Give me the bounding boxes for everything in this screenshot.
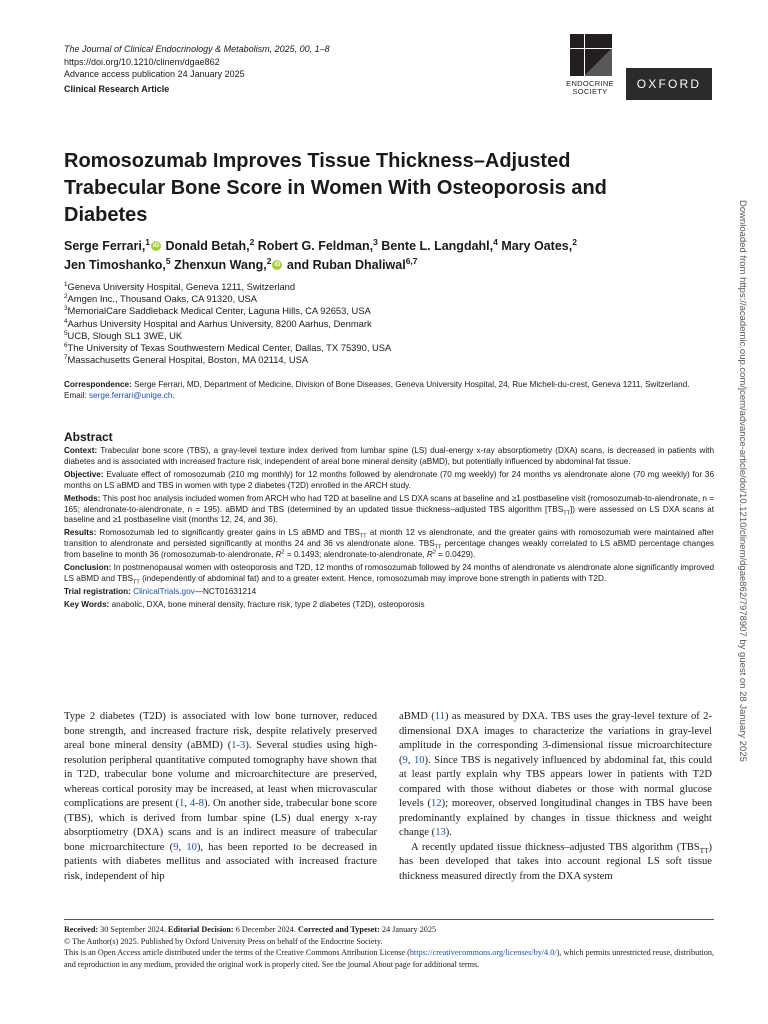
license-link[interactable]: https://creativecommons.org/licenses/by/4.0/	[409, 948, 557, 957]
citation-link[interactable]: 1-3	[231, 740, 246, 751]
article-header	[64, 43, 484, 95]
copyright-line: © The Author(s) 2025. Published by Oxford University Press on behalf of the Endocrine Society.	[64, 936, 383, 946]
affiliation-list	[64, 281, 704, 366]
citation-link[interactable]: 10	[413, 754, 425, 766]
endocrine-society-mark-icon	[570, 34, 612, 76]
author[interactable]: Zhenxun Wang,$^2$ iD	[174, 255, 281, 272]
article-type: Clinical Research Article	[64, 83, 170, 94]
abstract-methods: Methods: This post hoc analysis included women from ARCH who had T2D at baseline and LS DXA scans at baseline and ≥1 postbaseline visit (romosozumab-to-alendronate, n = 165; alendronate-to-alendronate, n = 195). aBMD and TBS (determined by an updated tissue thickness–adjusted TBS algorithm $[TBS_{TT}]$) were assessed on LS DXA scans at baseline and ≥1 postbaseline visit (months 12, 24, and 36).	[64, 493, 714, 525]
abstract-objective: Objective: Evaluate effect of romosozumab (210 mg monthly) for 12 months followed by alendronate (70 mg weekly) for 24 months vs alendronate alone (70 mg weekly) for 36 months on LS aBMD and TBS in women with type 2 diabetes (T2D) enrolled in the ARCH study.	[64, 469, 714, 490]
author[interactable]: Bente L. Langdahl,$^4$	[381, 236, 498, 253]
download-watermark	[734, 200, 754, 1020]
journal-citation: The Journal of Clinical Endocrinology & Metabolism, 2025, 00, 1–8	[64, 44, 330, 54]
author[interactable]: Serge Ferrari,$^1$ iD	[64, 236, 160, 253]
author[interactable]: Robert G. Feldman,$^3$	[257, 236, 378, 253]
citation-link[interactable]: 1	[179, 798, 185, 809]
affiliation: $^4$Aarhus University Hospital and Aarhus University, 8200 Aarhus, Denmark	[64, 317, 372, 329]
body-paragraph: A recently updated tissue thickness–adjusted TBS algorithm $(TBS_{TT})$ has been developed that takes into account regional LS soft tissue thickness measured directly from the DXA system	[399, 841, 712, 882]
citation-link[interactable]: 11	[434, 711, 445, 722]
orcid-icon[interactable]: iD	[274, 261, 281, 268]
abstract-context: Context: Trabecular bone score (TBS), a gray-level texture index derived from lumbar spine (LS) dual-energy x-ray absorptiometry (DXA) scans, is decreased in patients with diabetes and is associated with increased fracture risk, independent of areal bone mineral density (aBMD), but potentially influenced by abdominal fat tissue.	[64, 446, 714, 466]
footer-divider	[64, 919, 714, 920]
clinicaltrials-link[interactable]: ClinicalTrials.gov	[133, 586, 195, 596]
endocrine-society-logo-text: ENDOCRINE SOCIETY	[566, 79, 614, 96]
advance-access-line: Advance access publication 24 January 2025	[64, 69, 245, 79]
citation-link[interactable]: 9	[402, 754, 408, 766]
abstract-conclusion: Conclusion: In postmenopausal women with osteoporosis and T2D, 12 months of romosozumab followed by 24 months of alendronate vs alendronate alone significantly improved LS aBMD and $TBS_{TT}$ (independently of abdominal fat) and to a greater extent. Hence, romosozumab may improve bone strength in patients with T2D.	[64, 563, 714, 586]
keywords: Key Words: anabolic, DXA, bone mineral density, fracture risk, type 2 diabetes (T2D), osteoporosis	[64, 599, 425, 609]
abstract-results: Results: Romosozumab led to significantly greater gains in LS aBMD and $TBS_{TT}$ at month 12 vs alendronate, and the greater gains with romosozumab were maintained after transition to alendronate and persisted significantly at months 24 and 36 vs alendronate alone. $TBS_{TT}$ percentage changes weakly correlated to LS aBMD percentage changes from baseline to month 36 (romosozumab-to-alendronate, $R^2 = 0.1493$; alendronate-to-alendronate, $R^2 = 0.0429$).	[64, 528, 714, 560]
citation-link[interactable]: 12	[431, 798, 442, 809]
dates-line: Received: 30 September 2024. Editorial Decision: 6 December 2024. Corrected and Typeset: 24 January 2025	[64, 925, 437, 934]
author[interactable]: Donald Betah,$^2$	[165, 236, 255, 253]
download-watermark-text: Downloaded from https://academic.oup.com/jcem/advance-article/doi/10.1210/clinem/dgae862/7978907 by guest on 28 January 2025	[737, 200, 748, 762]
abstract-heading: Abstract	[64, 430, 113, 444]
body-paragraph: aBMD (11) as measured by DXA. TBS uses the gray-level texture of 2-dimensional DXA images to characterize the variations in gray-level amplitude in the corresponding 3-dimensional tissue microarchitecture (9, 10). Since TBS is negatively influenced by abdominal fat, this could at least partly explain why TBS appears lower in patients with T2D compared with those without diabetes or those with normal glucose levels (12); moreover, observed longitudinal changes in TBS have been predominantly explained by changes in tissue thickness and weight change (13).	[399, 711, 713, 838]
citation-link[interactable]: 13	[435, 827, 446, 838]
citation-link[interactable]: 4-8	[189, 798, 204, 809]
email-link[interactable]: serge.ferrari@unige.ch	[89, 391, 173, 401]
license-text: This is an Open Access article distributed under the terms of the Creative Commons Attribution License (https://creativecommons.org/licenses/by/4.0/), which permits unrestricted reuse, distribution, and reproduction in any medium, provided the original work is properly cited. See the journal About page for additional terms.	[64, 948, 714, 969]
endocrine-society-logo	[560, 34, 620, 120]
affiliation: $^3$MemorialCare Saddleback Medical Center, Laguna Hills, CA 92653, USA	[64, 305, 371, 317]
citation-link[interactable]: 10	[186, 841, 197, 853]
affiliation: $^7$Massachusetts General Hospital, Boston, MA 02114, USA	[64, 354, 309, 366]
trial-registration: Trial registration: ClinicalTrials.gov—NCT01631214	[64, 586, 257, 596]
body-column-right	[399, 710, 712, 884]
body-column-left	[64, 710, 377, 884]
citation-link[interactable]: 9	[173, 841, 179, 853]
author-list	[64, 237, 684, 275]
affiliation: $^6$The University of Texas Southwestern Medical Center, Dallas, TX 75390, USA	[64, 341, 392, 354]
article-footer	[64, 924, 714, 970]
body-paragraph: Type 2 diabetes (T2D) is associated with low bone turnover, reduced bone strength, and increased fracture risk, despite relatively preserved areal bone mineral density (aBMD) (1-3). Several studies using high-resolution peripheral quantitative computed tomography have shown that in T2D, trabecular bone volume and microarchitecture are preserved, whereas cortical porosity may be increased, at least when microvascular complications are present (1, 4-8). On another side, trabecular bone score (TBS), which is derived from lumbar spine (LS) dual energy x-ray absorptiometry (DXA) scans and is an indirect measure of trabecular bone microarchitecture (9, 10), has been reported to be decreased in patients with diabetes mellitus and associated with increased fracture risk, independent of hip	[64, 711, 378, 882]
affiliation: $^2$Amgen Inc., Thousand Oaks, CA 91320, USA	[64, 293, 258, 305]
article-title: Romosozumab Improves Tissue Thickness–Adjusted Trabecular Bone Score in Women With Osteoporosis and Diabetes	[64, 150, 607, 226]
doi-link[interactable]: https://doi.org/10.1210/clinem/dgae862	[64, 56, 220, 67]
affiliation: $^5$UCB, Slough SL1 3WE, UK	[64, 329, 183, 341]
orcid-icon[interactable]: iD	[153, 242, 160, 249]
correspondence: Correspondence: Serge Ferrari, MD, Department of Medicine, Division of Bone Diseases, Geneva University Hospital, 24, Rue Micheli-du-crest, Geneva 1211, Switzerland. Email: serge.ferrari@unige.ch.	[64, 380, 690, 401]
author[interactable]: Jen Timoshanko,$^5$	[64, 255, 171, 272]
author[interactable]: and Ruban Dhaliwal$^{6,7}$	[286, 255, 418, 272]
oxford-logo: OXFORD	[626, 68, 712, 100]
abstract	[64, 446, 714, 613]
author[interactable]: Mary Oates,$^2$	[501, 236, 577, 253]
affiliation: $^1$Geneva University Hospital, Geneva 1211, Switzerland	[64, 280, 296, 292]
